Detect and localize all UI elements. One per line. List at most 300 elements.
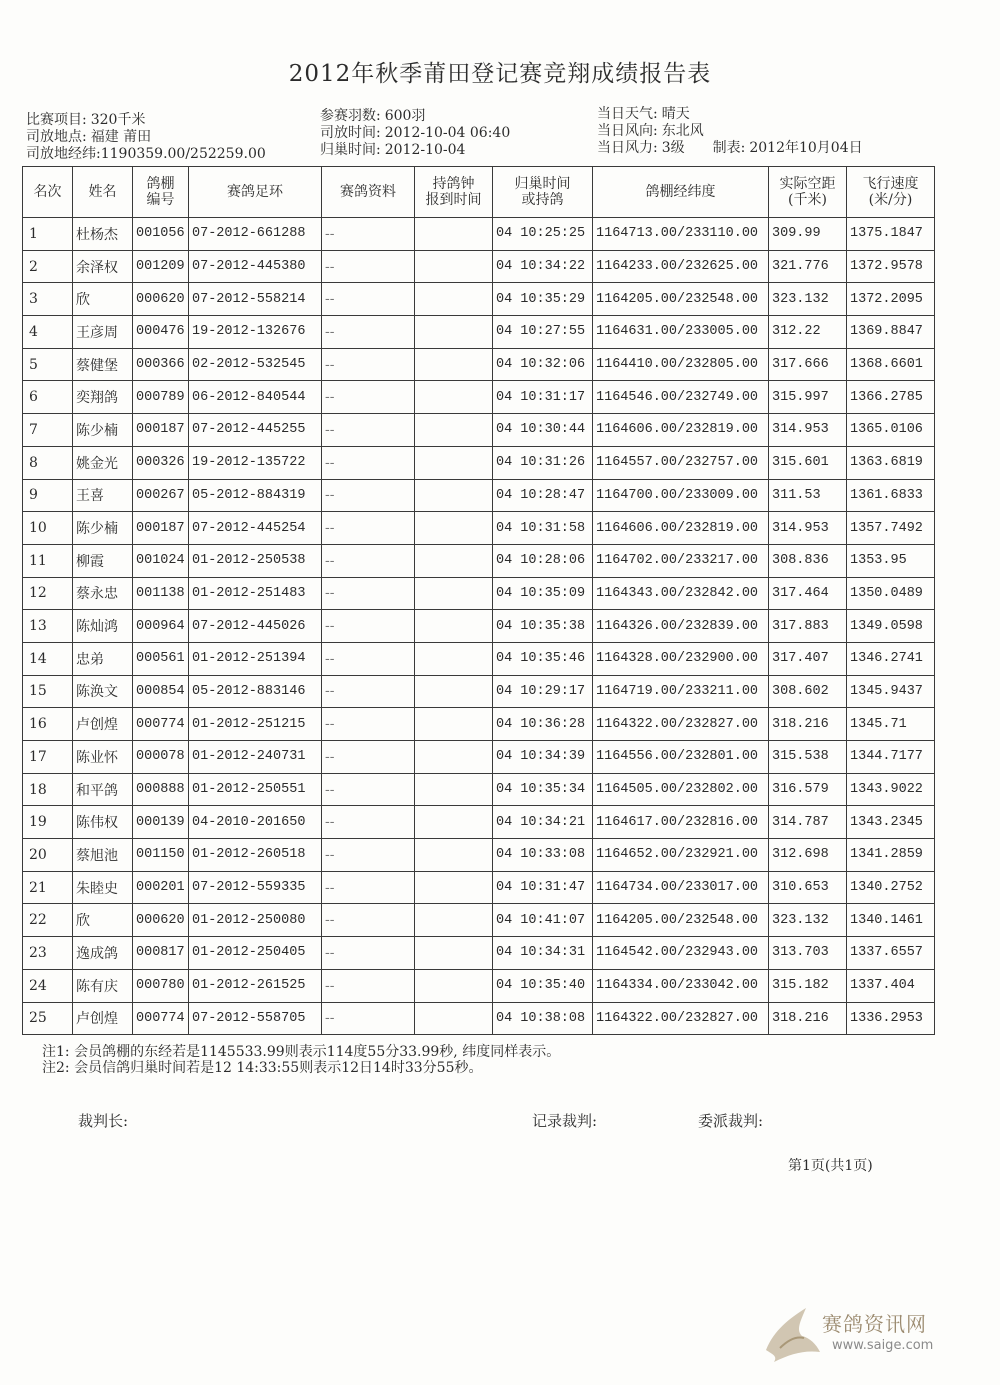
table-row [23, 610, 935, 643]
name-cell: 欣 [73, 283, 133, 316]
pigeon-info-cell: -- [322, 708, 415, 741]
speed-cell: 1346.2741 [847, 642, 935, 675]
entries-label: 参赛羽数: [320, 108, 381, 124]
loft-id-cell: 000326 [133, 446, 189, 479]
clock-time-cell [415, 316, 493, 349]
pigeon-info-cell: -- [322, 839, 415, 872]
chief-judge-signature: 裁判长: [78, 1112, 129, 1130]
return-time-cell: 04 10:27:55 [493, 316, 593, 349]
table-row [23, 741, 935, 774]
distance-cell: 318.216 [769, 1002, 847, 1035]
speed-cell: 1366.2785 [847, 381, 935, 414]
loft-id-cell: 000774 [133, 1002, 189, 1035]
rank-cell: 6 [23, 381, 73, 414]
pigeon-info-cell: -- [322, 904, 415, 937]
return-time-cell: 04 10:35:38 [493, 610, 593, 643]
results-table [22, 166, 935, 1035]
pigeon-info-cell: -- [322, 969, 415, 1002]
loft-id-cell: 000366 [133, 348, 189, 381]
pigeon-info-cell: -- [322, 446, 415, 479]
ring-number-cell: 01-2012-250080 [189, 904, 322, 937]
return-time-cell: 04 10:34:39 [493, 741, 593, 774]
release-coords-value: 1190359.00/252259.00 [100, 146, 266, 162]
name-cell: 柳霞 [73, 544, 133, 577]
table-row [23, 937, 935, 970]
loft-coords-cell: 1164546.00/232749.00 [593, 381, 769, 414]
loft-id-cell: 000561 [133, 642, 189, 675]
clock-time-cell [415, 348, 493, 381]
loft-coords-cell: 1164322.00/232827.00 [593, 1002, 769, 1035]
loft-id-cell: 000078 [133, 741, 189, 774]
table-row [23, 577, 935, 610]
table-row [23, 642, 935, 675]
record-judge-signature: 记录裁判: [532, 1112, 598, 1130]
speed-cell: 1365.0106 [847, 414, 935, 447]
return-time-cell: 04 10:34:21 [493, 806, 593, 839]
rank-cell: 20 [23, 839, 73, 872]
name-cell: 杜杨杰 [73, 218, 133, 251]
rank-cell: 2 [23, 250, 73, 283]
loft-coords-cell: 1164542.00/232943.00 [593, 937, 769, 970]
table-row [23, 773, 935, 806]
return-time-cell: 04 10:38:08 [493, 1002, 593, 1035]
loft-coords-cell: 1164505.00/232802.00 [593, 773, 769, 806]
clock-time-cell [415, 904, 493, 937]
pigeon-info-cell: -- [322, 773, 415, 806]
pigeon-info-cell: -- [322, 414, 415, 447]
distance-cell: 315.182 [769, 969, 847, 1002]
name-cell: 蔡永忠 [73, 577, 133, 610]
name-cell: 陈业怀 [73, 741, 133, 774]
pigeon-info-cell: -- [322, 218, 415, 251]
table-row [23, 544, 935, 577]
ring-number-cell: 01-2012-250551 [189, 773, 322, 806]
release-coords-label: 司放地经纬: [26, 146, 101, 162]
logo-text: 赛鸽资讯网 [822, 1312, 927, 1336]
ring-number-cell: 01-2012-250405 [189, 937, 322, 970]
return-time-cell: 04 10:31:47 [493, 871, 593, 904]
column-header: 赛鸽足环 [189, 167, 322, 218]
name-cell: 陈灿鸿 [73, 610, 133, 643]
pigeon-info-cell: -- [322, 642, 415, 675]
loft-id-cell: 001138 [133, 577, 189, 610]
name-cell: 欣 [73, 904, 133, 937]
rank-cell: 7 [23, 414, 73, 447]
loft-id-cell: 000817 [133, 937, 189, 970]
rank-cell: 12 [23, 577, 73, 610]
loft-coords-cell: 1164334.00/233042.00 [593, 969, 769, 1002]
rank-cell: 15 [23, 675, 73, 708]
rank-cell: 16 [23, 708, 73, 741]
clock-time-cell [415, 969, 493, 1002]
rank-cell: 8 [23, 446, 73, 479]
name-cell: 卢创煌 [73, 1002, 133, 1035]
weather-label: 当日天气: [597, 106, 658, 122]
table-row [23, 1002, 935, 1035]
clock-time-cell [415, 839, 493, 872]
distance-cell: 312.698 [769, 839, 847, 872]
speed-cell: 1363.6819 [847, 446, 935, 479]
table-row [23, 250, 935, 283]
table-row [23, 283, 935, 316]
return-time-cell: 04 10:35:46 [493, 642, 593, 675]
meta-left [26, 112, 266, 163]
rank-cell: 18 [23, 773, 73, 806]
rank-cell: 25 [23, 1002, 73, 1035]
distance-cell: 312.22 [769, 316, 847, 349]
return-time-cell: 04 10:34:22 [493, 250, 593, 283]
speed-cell: 1369.8847 [847, 316, 935, 349]
pigeon-info-cell: -- [322, 806, 415, 839]
pigeon-info-cell: -- [322, 348, 415, 381]
release-time-label: 司放时间: [320, 125, 381, 141]
name-cell: 蔡健堡 [73, 348, 133, 381]
rank-cell: 19 [23, 806, 73, 839]
loft-id-cell: 000774 [133, 708, 189, 741]
ring-number-cell: 05-2012-883146 [189, 675, 322, 708]
clock-time-cell [415, 806, 493, 839]
speed-cell: 1372.2095 [847, 283, 935, 316]
loft-id-cell: 000267 [133, 479, 189, 512]
name-cell: 王喜 [73, 479, 133, 512]
distance-cell: 315.997 [769, 381, 847, 414]
loft-id-cell: 000888 [133, 773, 189, 806]
pigeon-info-cell: -- [322, 316, 415, 349]
return-time-cell: 04 10:31:17 [493, 381, 593, 414]
column-header: 归巢时间 或持鸽 [493, 167, 593, 218]
pigeon-info-cell: -- [322, 675, 415, 708]
name-cell: 陈有庆 [73, 969, 133, 1002]
speed-cell: 1340.1461 [847, 904, 935, 937]
ring-number-cell: 07-2012-445254 [189, 512, 322, 545]
table-row [23, 446, 935, 479]
return-time-cell: 04 10:35:09 [493, 577, 593, 610]
column-header: 赛鸽资料 [322, 167, 415, 218]
table-row [23, 871, 935, 904]
loft-id-cell: 000201 [133, 871, 189, 904]
name-cell: 忠弟 [73, 642, 133, 675]
race-item-value: 320千米 [90, 112, 146, 128]
distance-cell: 323.132 [769, 283, 847, 316]
distance-cell: 316.579 [769, 773, 847, 806]
notes [42, 1044, 560, 1076]
loft-id-cell: 000964 [133, 610, 189, 643]
speed-cell: 1340.2752 [847, 871, 935, 904]
loft-coords-cell: 1164606.00/232819.00 [593, 414, 769, 447]
distance-cell: 309.99 [769, 218, 847, 251]
return-time-cell: 04 10:30:44 [493, 414, 593, 447]
loft-coords-cell: 1164557.00/232757.00 [593, 446, 769, 479]
distance-cell: 321.776 [769, 250, 847, 283]
name-cell: 朱睦史 [73, 871, 133, 904]
table-row [23, 381, 935, 414]
page-number: 第1页(共1页) [788, 1158, 873, 1174]
rank-cell: 22 [23, 904, 73, 937]
rank-cell: 9 [23, 479, 73, 512]
speed-cell: 1341.2859 [847, 839, 935, 872]
table-row [23, 218, 935, 251]
clock-time-cell [415, 512, 493, 545]
distance-cell: 317.407 [769, 642, 847, 675]
clock-time-cell [415, 610, 493, 643]
table-row [23, 479, 935, 512]
name-cell: 奕翔鸽 [73, 381, 133, 414]
return-time-cell: 04 10:25:25 [493, 218, 593, 251]
speed-cell: 1343.9022 [847, 773, 935, 806]
loft-id-cell: 000187 [133, 414, 189, 447]
clock-time-cell [415, 773, 493, 806]
speed-cell: 1337.404 [847, 969, 935, 1002]
wind-force-value: 3级 [661, 140, 685, 156]
site-logo [760, 1300, 970, 1370]
logo-url: www.saige.com [832, 1338, 934, 1353]
assigned-judge-signature: 委派裁判: [698, 1112, 764, 1130]
distance-cell: 317.464 [769, 577, 847, 610]
entries-value: 600羽 [384, 108, 426, 124]
weather-value: 晴天 [661, 106, 690, 122]
loft-id-cell: 000139 [133, 806, 189, 839]
rank-cell: 24 [23, 969, 73, 1002]
race-item-label: 比赛项目: [26, 112, 87, 128]
column-header: 鸽棚 编号 [133, 167, 189, 218]
meta-middle [320, 108, 510, 159]
made-label: 制表: [712, 140, 746, 156]
made-value: 2012年10月04日 [749, 140, 863, 156]
distance-cell: 315.538 [769, 741, 847, 774]
name-cell: 陈伟权 [73, 806, 133, 839]
ring-number-cell: 01-2012-251483 [189, 577, 322, 610]
loft-coords-cell: 1164343.00/232842.00 [593, 577, 769, 610]
clock-time-cell [415, 675, 493, 708]
return-time-cell: 04 10:35:34 [493, 773, 593, 806]
return-time-cell: 04 10:28:06 [493, 544, 593, 577]
name-cell: 陈涣文 [73, 675, 133, 708]
return-time-label: 归巢时间: [320, 142, 381, 158]
table-row [23, 904, 935, 937]
distance-cell: 308.836 [769, 544, 847, 577]
ring-number-cell: 07-2012-558214 [189, 283, 322, 316]
rank-cell: 11 [23, 544, 73, 577]
distance-cell: 317.666 [769, 348, 847, 381]
loft-coords-cell: 1164652.00/232921.00 [593, 839, 769, 872]
clock-time-cell [415, 937, 493, 970]
loft-coords-cell: 1164328.00/232900.00 [593, 642, 769, 675]
loft-id-cell: 001150 [133, 839, 189, 872]
loft-coords-cell: 1164205.00/232548.00 [593, 283, 769, 316]
speed-cell: 1350.0489 [847, 577, 935, 610]
distance-cell: 313.703 [769, 937, 847, 970]
clock-time-cell [415, 479, 493, 512]
rank-cell: 1 [23, 218, 73, 251]
return-time-cell: 04 10:28:47 [493, 479, 593, 512]
ring-number-cell: 01-2012-240731 [189, 741, 322, 774]
distance-cell: 318.216 [769, 708, 847, 741]
clock-time-cell [415, 708, 493, 741]
loft-id-cell: 000476 [133, 316, 189, 349]
distance-cell: 317.883 [769, 610, 847, 643]
name-cell: 陈少楠 [73, 414, 133, 447]
loft-coords-cell: 1164734.00/233017.00 [593, 871, 769, 904]
speed-cell: 1337.6557 [847, 937, 935, 970]
column-header: 鸽棚经纬度 [593, 167, 769, 218]
clock-time-cell [415, 283, 493, 316]
speed-cell: 1357.7492 [847, 512, 935, 545]
pigeon-info-cell: -- [322, 871, 415, 904]
clock-time-cell [415, 871, 493, 904]
name-cell: 余泽权 [73, 250, 133, 283]
loft-coords-cell: 1164322.00/232827.00 [593, 708, 769, 741]
column-header: 实际空距 (千米) [769, 167, 847, 218]
return-time-cell: 04 10:34:31 [493, 937, 593, 970]
return-time-cell: 04 10:35:40 [493, 969, 593, 1002]
return-time-cell: 04 10:33:08 [493, 839, 593, 872]
pigeon-info-cell: -- [322, 610, 415, 643]
loft-coords-cell: 1164326.00/232839.00 [593, 610, 769, 643]
table-row [23, 839, 935, 872]
loft-id-cell: 001056 [133, 218, 189, 251]
loft-id-cell: 001024 [133, 544, 189, 577]
table-row [23, 316, 935, 349]
name-cell: 蔡旭池 [73, 839, 133, 872]
distance-cell: 314.787 [769, 806, 847, 839]
loft-coords-cell: 1164233.00/232625.00 [593, 250, 769, 283]
ring-number-cell: 07-2012-661288 [189, 218, 322, 251]
table-header-row [23, 167, 935, 218]
rank-cell: 5 [23, 348, 73, 381]
clock-time-cell [415, 381, 493, 414]
note-2: 注2: 会员信鸽归巢时间若是12 14:33:55则表示12日14时33分55秒。 [42, 1060, 483, 1076]
ring-number-cell: 19-2012-132676 [189, 316, 322, 349]
ring-number-cell: 01-2012-251394 [189, 642, 322, 675]
distance-cell: 308.602 [769, 675, 847, 708]
return-time-cell: 04 10:35:29 [493, 283, 593, 316]
loft-id-cell: 000620 [133, 904, 189, 937]
clock-time-cell [415, 446, 493, 479]
loft-coords-cell: 1164556.00/232801.00 [593, 741, 769, 774]
return-time-cell: 04 10:31:58 [493, 512, 593, 545]
column-header: 飞行速度 (米/分) [847, 167, 935, 218]
speed-cell: 1345.9437 [847, 675, 935, 708]
ring-number-cell: 04-2010-201650 [189, 806, 322, 839]
rank-cell: 13 [23, 610, 73, 643]
name-cell: 陈少楠 [73, 512, 133, 545]
speed-cell: 1343.2345 [847, 806, 935, 839]
ring-number-cell: 01-2012-250538 [189, 544, 322, 577]
table-row [23, 414, 935, 447]
ring-number-cell: 02-2012-532545 [189, 348, 322, 381]
ring-number-cell: 07-2012-445380 [189, 250, 322, 283]
table-row [23, 348, 935, 381]
rank-cell: 3 [23, 283, 73, 316]
rank-cell: 4 [23, 316, 73, 349]
ring-number-cell: 19-2012-135722 [189, 446, 322, 479]
table-row [23, 969, 935, 1002]
name-cell: 王彦周 [73, 316, 133, 349]
ring-number-cell: 07-2012-445026 [189, 610, 322, 643]
loft-coords-cell: 1164631.00/233005.00 [593, 316, 769, 349]
table-row [23, 806, 935, 839]
loft-coords-cell: 1164702.00/233217.00 [593, 544, 769, 577]
speed-cell: 1372.9578 [847, 250, 935, 283]
distance-cell: 314.953 [769, 414, 847, 447]
ring-number-cell: 07-2012-559335 [189, 871, 322, 904]
speed-cell: 1353.95 [847, 544, 935, 577]
wind-dir-label: 当日风向: [597, 123, 658, 139]
pigeon-info-cell: -- [322, 479, 415, 512]
pigeon-info-cell: -- [322, 283, 415, 316]
clock-time-cell [415, 250, 493, 283]
wind-force-label: 当日风力: [597, 140, 658, 156]
distance-cell: 323.132 [769, 904, 847, 937]
loft-id-cell: 000780 [133, 969, 189, 1002]
loft-coords-cell: 1164719.00/233211.00 [593, 675, 769, 708]
loft-coords-cell: 1164700.00/233009.00 [593, 479, 769, 512]
table-row [23, 675, 935, 708]
loft-id-cell: 001209 [133, 250, 189, 283]
table-row [23, 708, 935, 741]
column-header: 名次 [23, 167, 73, 218]
pigeon-info-cell: -- [322, 544, 415, 577]
ring-number-cell: 06-2012-840544 [189, 381, 322, 414]
clock-time-cell [415, 642, 493, 675]
ring-number-cell: 01-2012-251215 [189, 708, 322, 741]
release-site-label: 司放地点: [26, 129, 87, 145]
rank-cell: 23 [23, 937, 73, 970]
ring-number-cell: 01-2012-261525 [189, 969, 322, 1002]
speed-cell: 1336.2953 [847, 1002, 935, 1035]
loft-coords-cell: 1164713.00/233110.00 [593, 218, 769, 251]
loft-coords-cell: 1164205.00/232548.00 [593, 904, 769, 937]
distance-cell: 310.653 [769, 871, 847, 904]
ring-number-cell: 07-2012-558705 [189, 1002, 322, 1035]
pigeon-info-cell: -- [322, 512, 415, 545]
loft-id-cell: 000789 [133, 381, 189, 414]
clock-time-cell [415, 544, 493, 577]
column-header: 姓名 [73, 167, 133, 218]
rank-cell: 10 [23, 512, 73, 545]
return-time-cell: 04 10:29:17 [493, 675, 593, 708]
release-time-value: 2012-10-04 06:40 [384, 125, 511, 141]
speed-cell: 1361.6833 [847, 479, 935, 512]
rank-cell: 17 [23, 741, 73, 774]
loft-coords-cell: 1164410.00/232805.00 [593, 348, 769, 381]
pigeon-info-cell: -- [322, 1002, 415, 1035]
clock-time-cell [415, 1002, 493, 1035]
clock-time-cell [415, 577, 493, 610]
pigeon-info-cell: -- [322, 741, 415, 774]
return-time-cell: 04 10:41:07 [493, 904, 593, 937]
pigeon-info-cell: -- [322, 937, 415, 970]
pigeon-info-cell: -- [322, 250, 415, 283]
name-cell: 卢创煌 [73, 708, 133, 741]
column-header: 持鸽钟 报到时间 [415, 167, 493, 218]
loft-id-cell: 000187 [133, 512, 189, 545]
return-time-cell: 04 10:32:06 [493, 348, 593, 381]
rank-cell: 21 [23, 871, 73, 904]
distance-cell: 314.953 [769, 512, 847, 545]
rank-cell: 14 [23, 642, 73, 675]
name-cell: 姚金光 [73, 446, 133, 479]
pigeon-icon [760, 1300, 824, 1366]
table-body [23, 218, 935, 1035]
speed-cell: 1344.7177 [847, 741, 935, 774]
loft-coords-cell: 1164606.00/232819.00 [593, 512, 769, 545]
release-site-value: 福建 莆田 [90, 129, 152, 145]
loft-coords-cell: 1164617.00/232816.00 [593, 806, 769, 839]
clock-time-cell [415, 741, 493, 774]
return-time-value: 2012-10-04 [384, 142, 466, 158]
distance-cell: 311.53 [769, 479, 847, 512]
